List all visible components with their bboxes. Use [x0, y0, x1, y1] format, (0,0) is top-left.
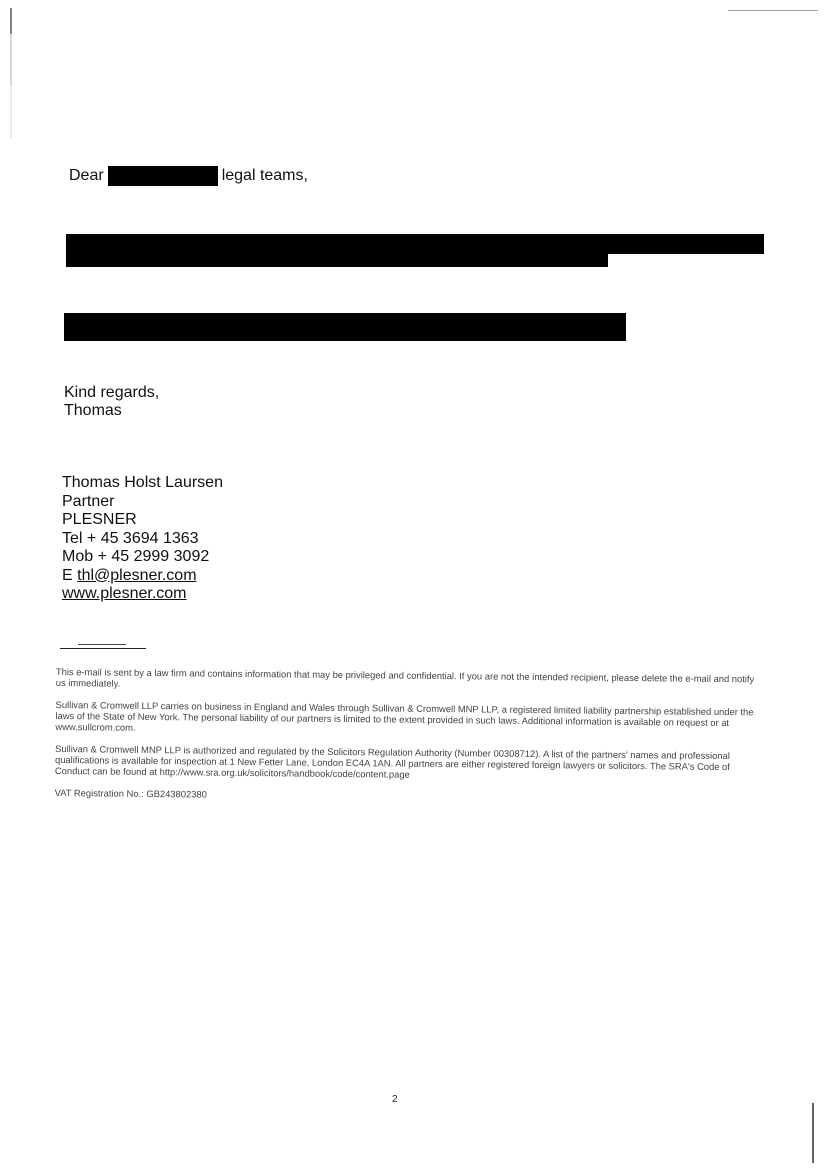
divider	[60, 648, 146, 649]
signature-mob: Mob + 45 2999 3092	[62, 548, 210, 565]
closing	[64, 384, 159, 420]
scan-edge-left	[10, 8, 12, 138]
signature-block	[62, 474, 223, 604]
signature-email-line	[62, 567, 223, 586]
divider-short	[78, 644, 126, 645]
signature-email-prefix: E	[62, 566, 78, 584]
signature-tel: Tel + 45 3694 1363	[62, 529, 199, 547]
disclaimer-firm-info: Sullivan & Cromwell LLP carries on business in England and Wales through Sullivan & Cromwell MNP LLP, a registered limited liability partnership established under the laws of the State of New York. The personal liability of our partners is limited to the extent provided in such laws. Additional information is available on request or at www.sullcrom.com.	[55, 698, 754, 733]
signature-title: Partner	[62, 492, 115, 510]
signature-name: Thomas Holst Laursen	[62, 474, 223, 491]
salutation-start: Dear	[69, 167, 104, 184]
scan-edge-right	[812, 1103, 814, 1163]
redaction-block	[66, 250, 608, 267]
closing-text: Kind regards,	[64, 384, 160, 401]
salutation	[69, 166, 308, 186]
salutation-end: legal teams,	[221, 167, 308, 184]
signature-firm: PLESNER	[62, 511, 137, 528]
redaction-inline	[108, 166, 218, 186]
disclaimer-regulation: Sullivan & Cromwell MNP LLP is authorized and regulated by the Solicitors Regulation Authority (Number 00308712). A list of the partners' names and professional qualifications is available for inspection at 1 New Fetter Lane, London EC4A 1AN. All partners are either registered foreign lawyers or solicitors. The SRA's Code of Conduct can be found at http://www.sra.org.uk/solicitors/handbook/code/content.page	[54, 742, 730, 780]
redaction-block	[64, 313, 626, 341]
disclaimer-vat: VAT Registration No.: GB243802380	[54, 786, 207, 800]
signature-website-link[interactable]: www.plesner.com	[62, 585, 187, 602]
signature-email-link[interactable]: thl@plesner.com	[77, 566, 197, 584]
page-number: 2	[392, 1094, 398, 1105]
disclaimer	[55, 666, 756, 816]
sender-first-name: Thomas	[64, 402, 122, 419]
scan-edge-top	[728, 10, 818, 11]
disclaimer-confidentiality: This e-mail is sent by a law firm and contains information that may be privileged and confidential. If you are not the intended recipient, please delete the e-mail and notify us immediately.	[55, 666, 755, 689]
